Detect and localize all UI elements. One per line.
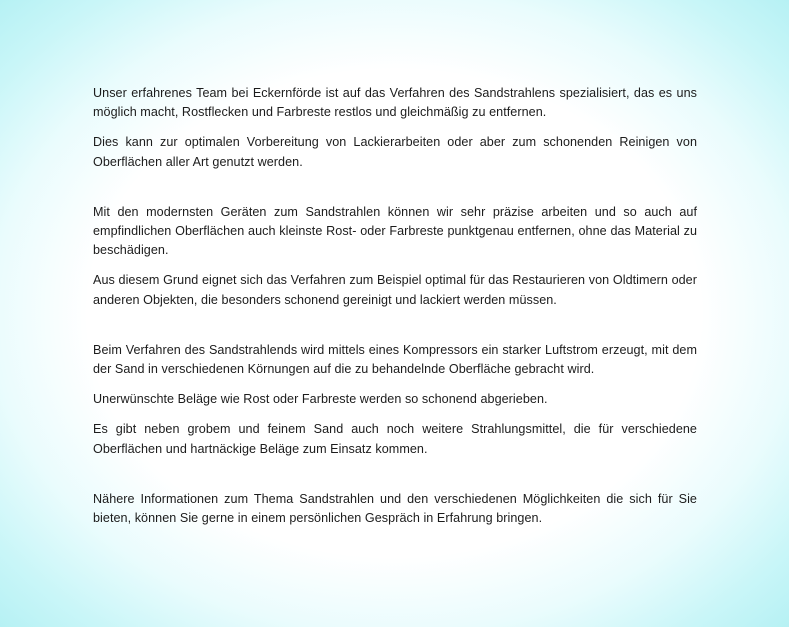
paragraph: Es gibt neben grobem und feinem Sand auch noch weitere Strahlungsmittel, die für verschiedene Oberflächen und hartnäckige Beläge zum Einsatz kommen.	[93, 422, 697, 456]
section-intro	[93, 84, 697, 172]
paragraph: Dies kann zur optimalen Vorbereitung von Lackierarbeiten oder aber zum schonenden Reinigen von Oberflächen aller Art genutzt werden.	[93, 135, 697, 169]
section-contact	[93, 490, 697, 528]
section-process	[93, 341, 697, 459]
paragraph: Unser erfahrenes Team bei Eckernförde ist auf das Verfahren des Sandstrahlens spezialisiert, das es uns möglich macht, Rostflecken und Farbreste restlos und gleichmäßig zu entfernen.	[93, 86, 697, 120]
section-equipment	[93, 203, 697, 310]
paragraph: Nähere Informationen zum Thema Sandstrahlen und den verschiedenen Möglichkeiten die sich für Sie bieten, können Sie gerne in einem persönlichen Gespräch in Erfahrung bringen.	[93, 491, 697, 526]
paragraph: Unerwünschte Beläge wie Rost oder Farbreste werden so schonend abgerieben.	[93, 392, 548, 407]
document-body	[93, 84, 697, 528]
paragraph: Beim Verfahren des Sandstrahlends wird mittels eines Kompressors ein starker Luftstrom erzeugt, mit dem der Sand in verschiedenen Körnungen auf die zu behandelnde Oberfläche gebracht wird.	[93, 342, 697, 377]
paragraph: Mit den modernsten Geräten zum Sandstrahlen können wir sehr präzise arbeiten und so auch auf empfindlichen Oberflächen auch kleinste Rost- oder Farbreste punktgenau entfernen, ohne das Material zu beschädigen.	[93, 204, 697, 258]
paragraph: Aus diesem Grund eignet sich das Verfahren zum Beispiel optimal für das Restaurieren von Oldtimern oder anderen Objekten, die besonders schonend gereinigt und lackiert werden müssen.	[93, 273, 697, 307]
